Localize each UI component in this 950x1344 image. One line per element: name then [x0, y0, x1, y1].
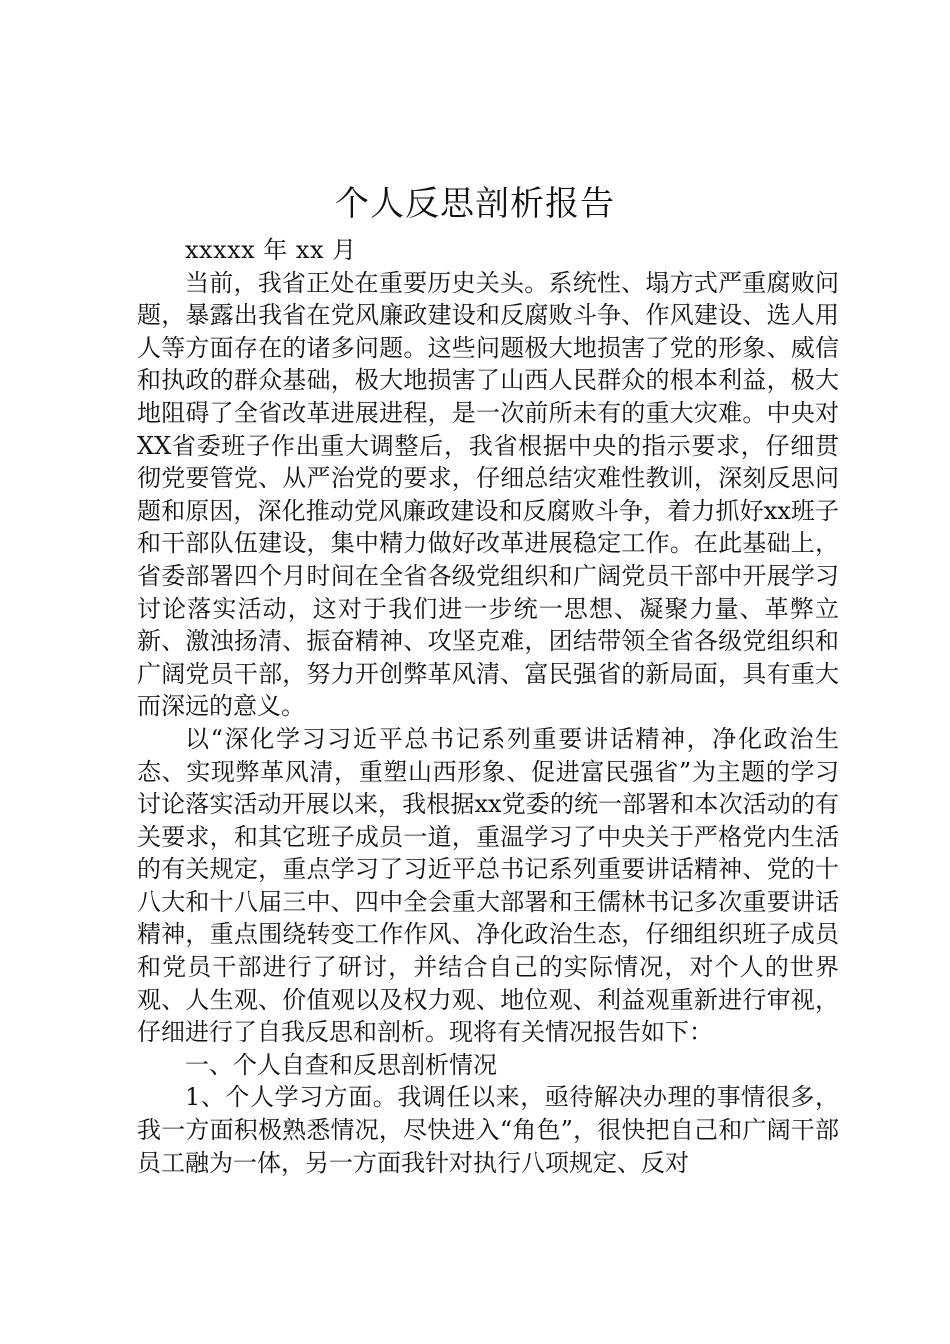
document-title: 个人反思剖析报告: [335, 184, 615, 224]
section-heading: 一、个人自查和反思剖析情况: [185, 1050, 497, 1079]
paragraph-study: 1、个人学习方面。我调任以来，亟待解决办理的事情很多，我一方面积极熟悉情况，尽快进入“角色”，很快把自己和广阔干部员工融为一体，另一方面我针对执行八项规定、反对: [137, 1083, 839, 1177]
document-body: [137, 234, 839, 1179]
paragraph-intro: 当前，我省正处在重要历史关头。系统性、塌方式严重腐败问题，暴露出我省在党风廉政建设和反腐败斗争、作风建设、选人用人等方面存在的诸多问题。这些问题极大地损害了党的形象、威信和执政的群众基础，极大地损害了山西人民群众的根本利益，极大地阻碍了全省改革进展进程，是一次前所未有的重大灾难。中央对XX省委班子作出重大调整后，我省根据中央的指示要求，仔细贯彻党要管党、从严治党的要求，仔细总结灾难性教训，深刻反思问题和原因，深化推动党风廉政建设和反腐败斗争，着力抓好xx班子和干部队伍建设，集中精力做好改革进展稳定工作。在此基础上，省委部署四个月时间在全省各级党组织和广阔党员干部中开展学习讨论落实活动，这对于我们进一步统一思想、凝聚力量、革弊立新、激浊扬清、振奋精神、攻坚克难，团结带领全省各级党组织和广阔党员干部，努力开创弊革风清、富民强省的新局面，具有重大而深远的意义。: [137, 268, 839, 721]
paragraph-activity: 以“深化学习习近平总书记系列重要讲话精神，净化政治生态、实现弊革风清，重塑山西形象、促进富民强省”为主题的学习讨论落实活动开展以来，我根据xx党委的统一部署和本次活动的有关要求，和其它班子成员一道，重温学习了中央关于严格党内生活的有关规定，重点学习了习近平总书记系列重要讲话精神、党的十八大和十八届三中、四中全会重大部署和王儒林书记多次重要讲话精神，重点围绕转变工作作风、净化政治生态，仔细组织班子成员和党员干部进行了研讨，并结合自己的实际情况，对个人的世界观、人生观、价值观以及权力观、地位观、利益观重新进行审视，仔细进行了自我反思和剖析。现将有关情况报告如下：: [137, 724, 839, 1047]
document-date: xxxxx 年 xx 月: [185, 236, 357, 264]
